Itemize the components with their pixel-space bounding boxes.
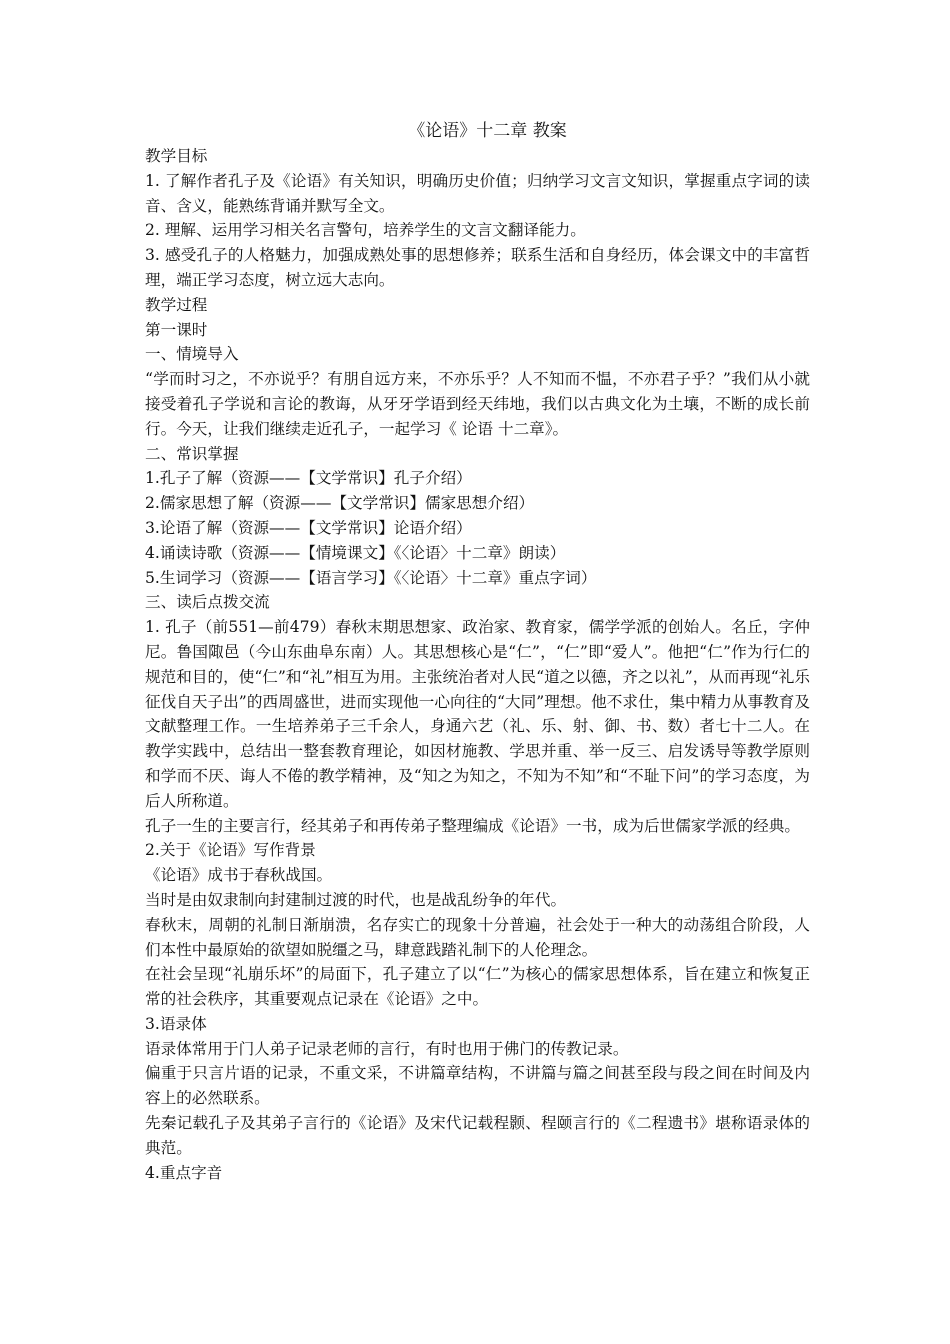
paragraph: 1. 孔子（前551—前479）春秋末期思想家、政治家、教育家，儒学学派的创始人。名丘，字仲尼。鲁国陬邑（今山东曲阜东南）人。其思想核心是“仁”，“仁”即“爱人”。他把“仁”作为行仁的规范和目的，使“仁”和“礼”相互为用。主张统治者对人民“道之以德，齐之以礼”，从而再现“礼乐征伐自天子出”的西周盛世，进而实现他一心向往的“大同”理想。他不求仕，集中精力从事教育及文献整理工作。一生培养弟子三千余人，身通六艺（礼、乐、射、御、书、数）者七十二人。在教学实践中，总结出一整套教育理论，如因材施教、学思并重、举一反三、启发诱导等教学原则和学而不厌、诲人不倦的教学精神，及“知之为知之，不知为不知”和“不耻下问”的学习态度，为后人所称道。 <box>145 618 810 810</box>
paragraph: 偏重于只言片语的记录，不重文采，不讲篇章结构，不讲篇与篇之间甚至段与段之间在时间及内容上的必然联系。 <box>145 1064 810 1108</box>
section-heading: 第一课时 <box>145 320 208 339</box>
paragraph: 孔子一生的主要言行，经其弟子和再传弟子整理编成《论语》一书，成为后世儒家学派的经典。 <box>145 816 800 835</box>
paragraph: “学而时习之，不亦说乎？有朋自远方来，不亦乐乎？人不知而不愠，不亦君子乎？”我们从小就接受着孔子学说和言论的教诲，从牙牙学语到经天纬地，我们以古典文化为土壤，不断的成长前行。今天，让我们继续走近孔子，一起学习《 论语 十二章》。 <box>145 370 810 438</box>
paragraph: 语录体常用于门人弟子记录老师的言行，有时也用于佛门的传教记录。 <box>145 1039 629 1058</box>
paragraph: 在社会呈现“礼崩乐坏”的局面下，孔子建立了以“仁”为核心的儒家思想体系，旨在建立和恢复正常的社会秩序，其重要观点记录在《论语》之中。 <box>145 965 810 1009</box>
paragraph: 先秦记载孔子及其弟子言行的《论语》及宋代记载程颢、程颐言行的《二程遗书》堪称语录体的典范。 <box>145 1114 810 1157</box>
section-heading: 教学过程 <box>145 295 208 314</box>
paragraph: 春秋末，周朝的礼制日渐崩溃，名存实亡的现象十分普遍，社会处于一种大的动荡组合阶段，人们本性中最原始的欲望如脱缰之马，肆意践踏礼制下的人伦理念。 <box>145 915 810 959</box>
section-heading: 3.语录体 <box>145 1014 207 1033</box>
paragraph: 2. 理解、运用学习相关名言警句，培养学生的文言文翻译能力。 <box>145 221 586 240</box>
section-heading: 三、读后点拨交流 <box>145 593 270 612</box>
document-page <box>145 118 810 1185</box>
list-item: 3.论语了解（资源——【文学常识】论语介绍） <box>145 518 472 537</box>
section-heading: 二、常识掌握 <box>145 444 239 463</box>
section-heading: 4.重点字音 <box>145 1163 223 1182</box>
section-heading: 教学目标 <box>145 147 208 165</box>
section-heading: 一、情境导入 <box>145 345 239 364</box>
list-item: 4.诵读诗歌（资源——【情境课文】《〈论语〉十二章》朗读） <box>145 543 566 562</box>
section-heading: 2.关于《论语》写作背景 <box>145 841 316 860</box>
paragraph: 1. 了解作者孔子及《论语》有关知识，明确历史价值；归纳学习文言文知识，掌握重点字词的读音、含义，能熟练背诵并默写全文。 <box>145 171 810 215</box>
list-item: 2.儒家思想了解（资源——【文学常识】儒家思想介绍） <box>145 494 535 513</box>
document-title: 《论语》十二章 教案 <box>408 121 567 141</box>
paragraph: 3. 感受孔子的人格魅力，加强成熟处事的思想修养；联系生活和自身经历，体会课文中的丰富哲理，端正学习态度，树立远大志向。 <box>145 246 810 289</box>
list-item: 1.孔子了解（资源——【文学常识】孔子介绍） <box>145 469 472 488</box>
paragraph: 《论语》成书于春秋战国。 <box>145 866 333 885</box>
paragraph: 当时是由奴隶制向封建制过渡的时代，也是战乱纷争的年代。 <box>145 890 567 909</box>
list-item: 5.生词学习（资源——【语言学习】《〈论语〉十二章》重点字词） <box>145 568 597 587</box>
